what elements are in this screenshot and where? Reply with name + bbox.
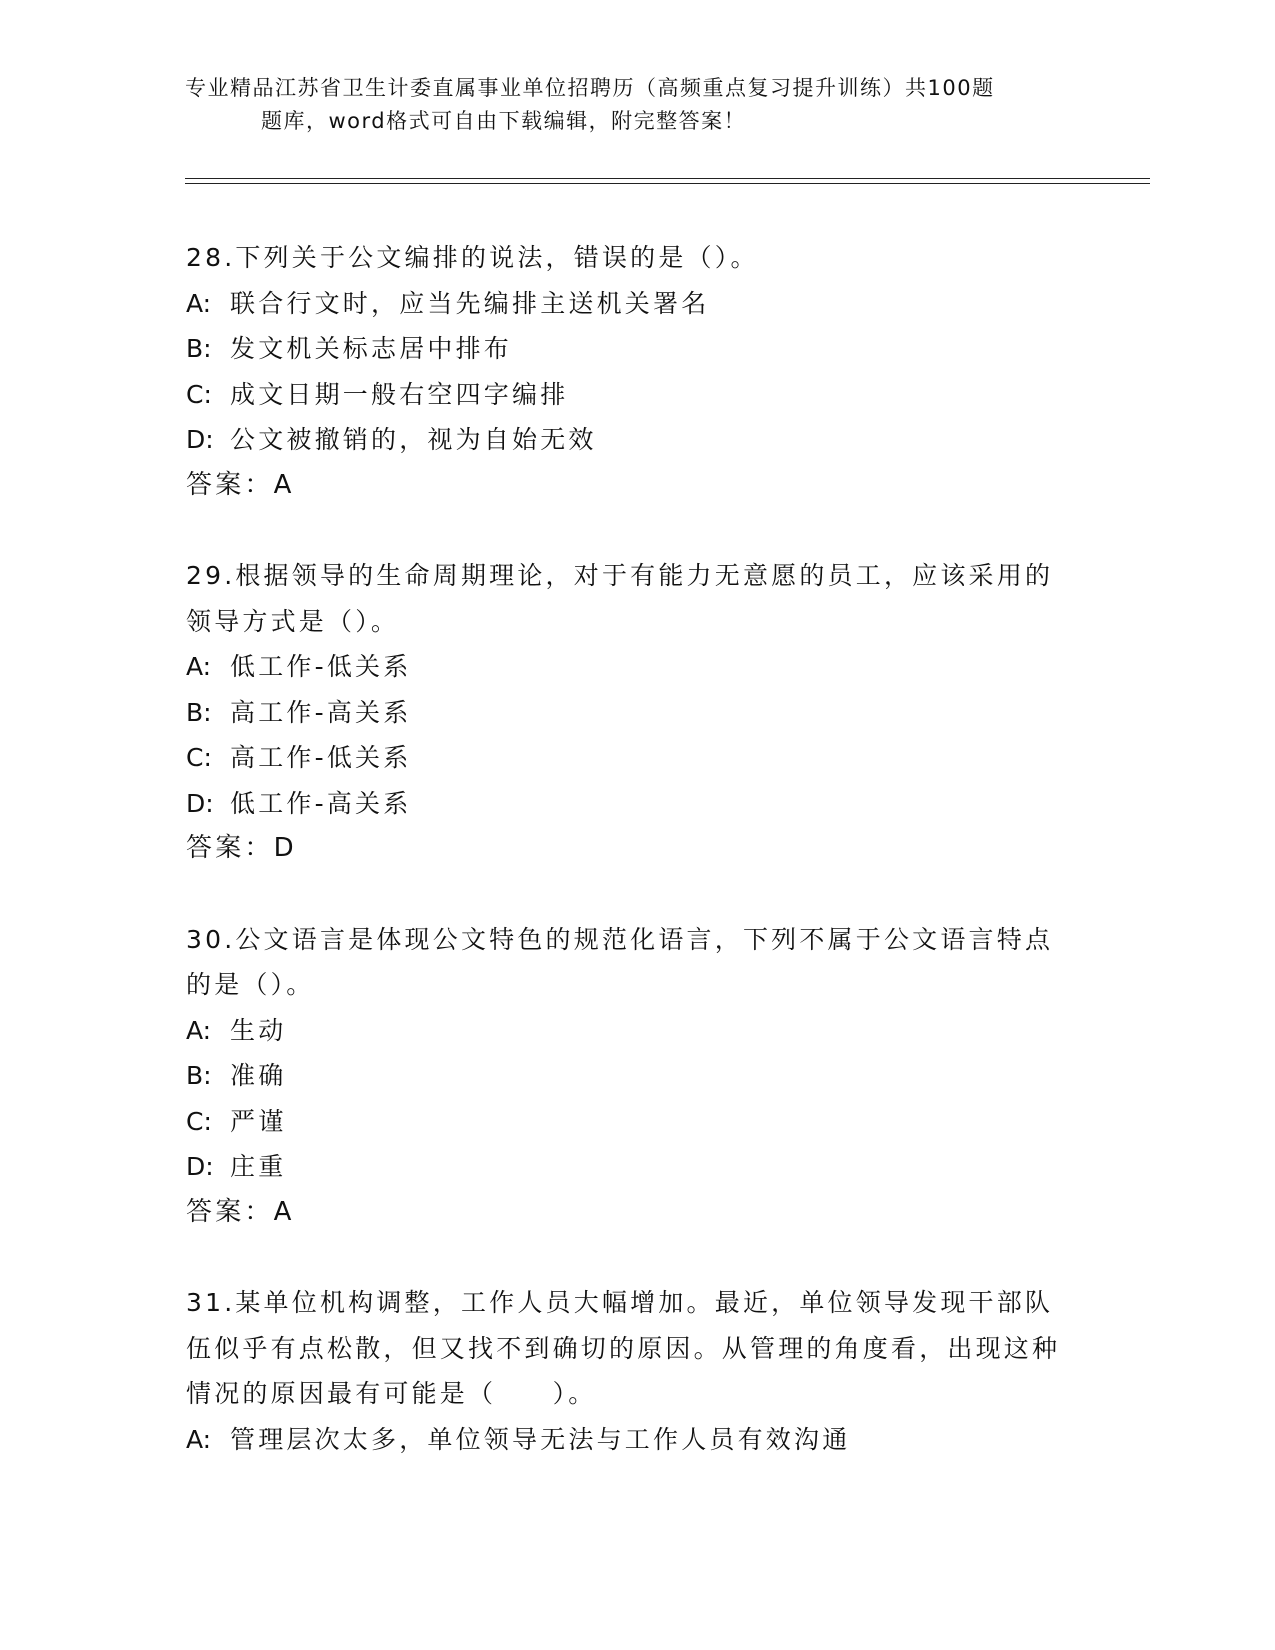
option-text: 高工作-低关系 xyxy=(230,743,412,772)
option-c xyxy=(186,1099,1086,1145)
option-d xyxy=(186,781,1086,827)
option-text: 低工作-低关系 xyxy=(230,652,412,681)
option-text: 准确 xyxy=(230,1061,287,1090)
answer xyxy=(186,463,1086,509)
option-text: 严谨 xyxy=(230,1106,287,1136)
option-d xyxy=(186,1144,1086,1190)
option-a xyxy=(186,281,1086,327)
answer xyxy=(186,1190,1086,1236)
option-a xyxy=(186,644,1086,690)
option-letter: B: xyxy=(186,697,212,727)
question-30 xyxy=(186,917,1086,1236)
option-c xyxy=(186,735,1086,781)
question-text: 29.根据领导的生命周期理论，对于有能力无意愿的员工，应该采用的领导方式是（）。 xyxy=(186,561,1054,636)
option-letter: A: xyxy=(186,288,212,318)
option-text: 庄重 xyxy=(230,1152,287,1181)
option-text: 高工作-高关系 xyxy=(230,697,412,727)
question-29 xyxy=(186,553,1086,872)
option-text: 发文机关标志居中排布 xyxy=(230,334,513,363)
option-letter: C: xyxy=(186,379,212,409)
question-list xyxy=(186,235,1086,1507)
option-letter: A: xyxy=(186,652,212,681)
answer-label: 答案： xyxy=(186,833,274,863)
option-letter: D: xyxy=(186,1152,214,1181)
header-line-1: 专业精品江苏省卫生计委直属事业单位招聘历（高频重点复习提升训练）共100题 xyxy=(185,76,995,100)
document-header xyxy=(185,72,1085,138)
option-letter: A: xyxy=(186,1424,212,1454)
answer-label: 答案： xyxy=(186,469,274,500)
option-a xyxy=(186,1008,1086,1054)
option-text: 管理层次太多，单位领导无法与工作人员有效沟通 xyxy=(230,1424,851,1454)
option-text: 生动 xyxy=(230,1015,287,1045)
answer-label: 答案： xyxy=(186,1196,274,1227)
option-text: 联合行文时，应当先编排主送机关署名 xyxy=(230,288,710,318)
question-text: 31.某单位机构调整，工作人员大幅增加。最近，单位领导发现干部队伍似乎有点松散，但又找不到确切的原因。从管理的角度看，出现这种情况的原因最有可能是（ ）。 xyxy=(186,1288,1061,1408)
option-text: 低工作-高关系 xyxy=(230,788,412,818)
answer-value: D xyxy=(273,833,294,863)
header-divider-bottom xyxy=(185,183,1150,184)
option-letter: C: xyxy=(186,743,212,772)
option-d xyxy=(186,417,1086,463)
option-text: 成文日期一般右空四字编排 xyxy=(230,379,569,409)
option-letter: A: xyxy=(186,1015,212,1045)
answer-value: A xyxy=(273,469,292,500)
option-b xyxy=(186,690,1086,736)
question-31 xyxy=(186,1280,1086,1462)
option-b xyxy=(186,326,1086,372)
question-28 xyxy=(186,235,1086,508)
answer xyxy=(186,826,1086,872)
answer-value: A xyxy=(273,1196,292,1227)
option-text: 公文被撤销的，视为自始无效 xyxy=(230,425,597,454)
question-text: 28.下列关于公文编排的说法，错误的是（）。 xyxy=(186,243,759,272)
option-letter: C: xyxy=(186,1106,212,1136)
option-a xyxy=(186,1417,1086,1463)
option-letter: D: xyxy=(186,788,214,818)
header-line-2: 题库，word格式可自由下载编辑，附完整答案！ xyxy=(261,109,747,133)
option-c xyxy=(186,372,1086,418)
header-divider-top xyxy=(185,178,1150,179)
option-b xyxy=(186,1053,1086,1099)
option-letter: B: xyxy=(186,334,212,363)
question-text: 30.公文语言是体现公文特色的规范化语言，下列不属于公文语言特点的是（）。 xyxy=(186,924,1054,999)
option-letter: B: xyxy=(186,1061,212,1090)
option-letter: D: xyxy=(186,425,214,454)
